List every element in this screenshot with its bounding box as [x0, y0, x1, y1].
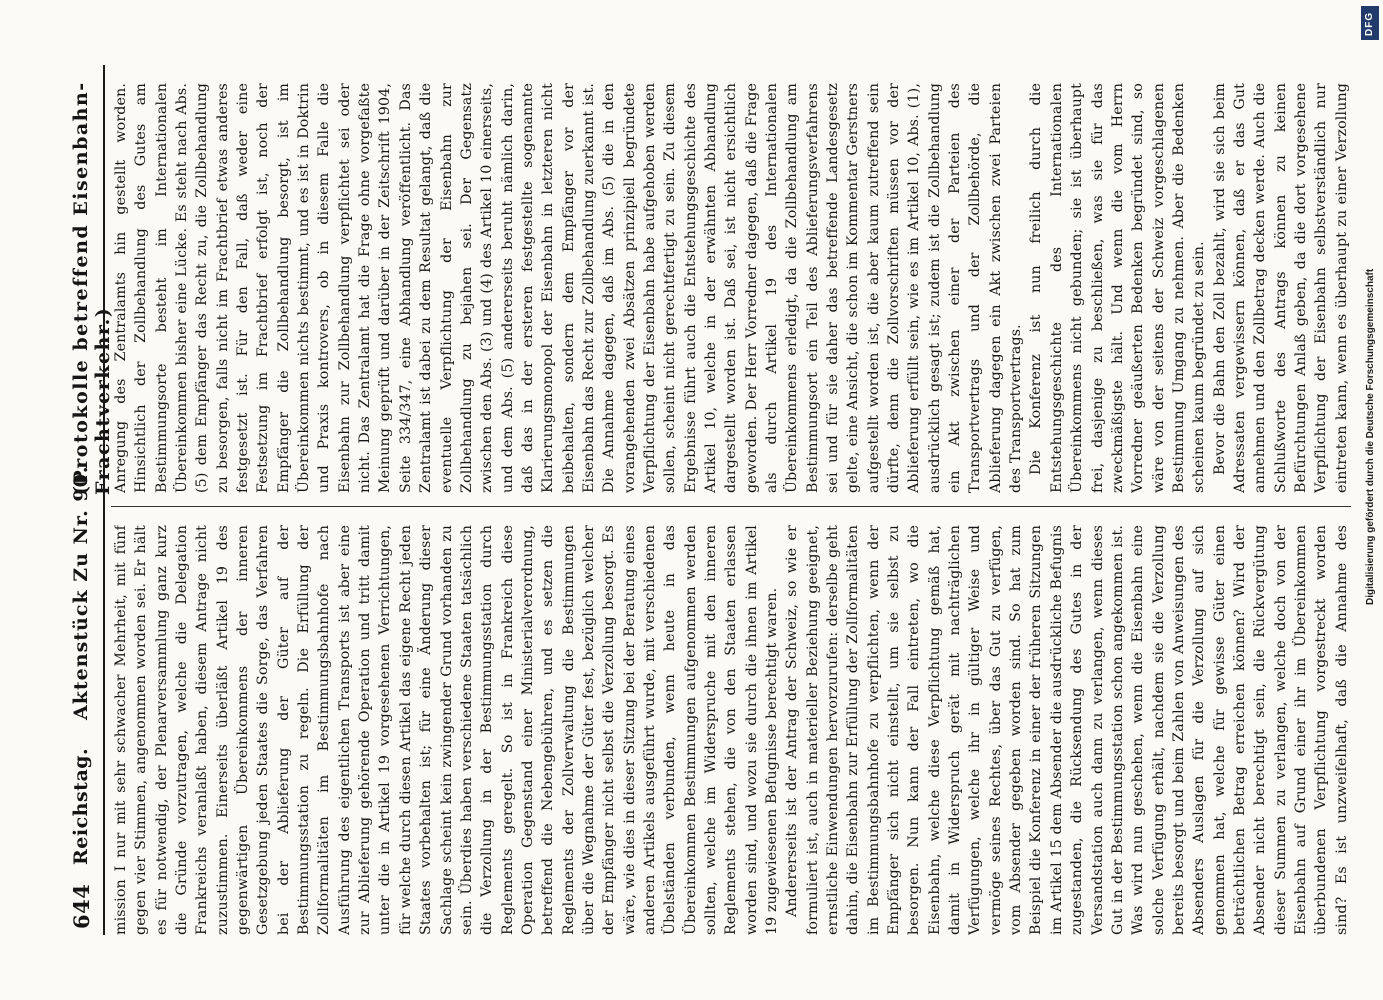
dfg-logo [1361, 6, 1379, 40]
page-number: 644 [69, 883, 94, 929]
digitisation-credit [1362, 0, 1380, 990]
left-column [111, 525, 1351, 935]
printed-page [65, 65, 1355, 935]
left-paragraph-1: mission I nur mit sehr schwacher Mehrheit, mit fünf gegen vier Stimmen, angenommen worden sei. Er hält es für notwendig, der Plenarversammlung ganz kurz die Gründe vorzutragen, welche die Delegation Frankreichs veranlaßt haben, diesem Antrage nicht zuzustimmen. Einerseits überläßt Artikel 19 des gegenwärtigen Übereinkommens der inneren Gesetzgebung jeden Staates die Sorge, das Verfahren bei der Ablieferung der Güter auf der Bestimmungsstation zu regeln. Die Erfüllung der Zollformalitäten im Bestimmungsbahnhofe nach Ausführung des eigentlichen Transports ist aber eine zur Ablieferung gehörende Operation und tritt damit unter die in Artikel 19 vorgesehenen Verrichtungen, für welche durch diesen Artikel das eigene Recht jeden Staates vorbehalten ist; für eine Änderung dieser Sachlage scheint kein zwingender Grund vorhanden zu sein. Überdies haben verschiedene Staaten tatsächlich die Verzollung in der Bestimmungsstation durch Reglements geregelt. So ist in Frankreich diese Operation Gegenstand einer Ministerialverordnung, betreffend die Nebengebühren, und es setzen die Reglements der Zollverwaltung die Bestimmungen über die Wegnahme der Güter fest, bezüglich welcher der Empfänger nicht selbst die Verzollung besorgt. Es wäre, wie dies in dieser Sitzung bei der Beratung eines anderen Artikels ausgeführt wurde, mit verschiedenen Übelständen verbunden, wenn heute in das Übereinkommen Bestimmungen aufgenommen werden sollten, welche im Widerspruche mit den inneren Reglements stehen, die von den Staaten erlassen worden sind, und wozu sie durch die ihnen im Artikel 19 zugewiesenen Befugnisse berechtigt waren. [113, 525, 780, 935]
right-paragraph-2: Die Konferenz ist nun freilich durch die Entstehungsgeschichte des Internationalen Übereinkommens nicht gebunden; sie ist überhaupt frei, dasjenige zu beschließen, was sie für das zweckmäßigste hält. Und wenn die vom Herrn Vorredner geäußerten Bedenken begründet sind, so wäre von der seitens der Schweiz vorgeschlagenen Bestimmung Umgang zu nehmen. Aber die Bedenken scheinen kaum begründet zu sein. [1028, 83, 1208, 493]
right-paragraph-1: Anregung des Zentralamts hin gestellt worden. Hinsichtlich der Zollbehandlung des Gutes am Bestimmungsorte besteht im Internationalen Übereinkommen bisher eine Lücke. Es steht nach Abs. (5) dem Empfänger das Recht zu, die Zollbehandlung zu besorgen, falls nicht im Frachtbrief etwas anderes festgesetzt ist. Für den Fall, daß weder eine Festsetzung im Frachtbrief erfolgt ist, noch der Empfänger die Zollbehandlung besorgt, ist im Übereinkommen nichts bestimmt, und es ist in Doktrin und Praxis kontrovers, ob in diesem Falle die Eisenbahn zur Zollbehandlung verpflichtet sei oder nicht. Das Zentralamt hat die Frage ohne vorgefaßte Meinung geprüft und darüber in der Zeitschrift 1904, Seite 334/347, eine Abhandlung veröffentlicht. Das Zentralamt ist dabei zu dem Resultat gelangt, daß die eventuelle Verpflichtung der Eisenbahn zur Zollbehandlung zu bejahen sei. Der Gegensatz zwischen den Abs. (3) und (4) des Artikel 10 einerseits, und dem Abs. (5) andererseits beruht nämlich darin, daß das in der ersteren festgestellte sogenannte Klarierungsmonopol der Eisenbahn in letzteren nicht beibehalten, sondern dem Empfänger vor der Eisenbahn das Recht zur Zollbehandlung zuerkannt ist. Die Annahme dagegen, daß im Abs. (5) die in den vorangehenden zwei Absätzen prinzipiell begründete Verpflichtung der Eisenbahn habe aufgehoben werden sollen, scheint nicht gerechtfertigt zu sein. Zu diesem Ergebnisse führt auch die Entstehungsgeschichte des Artikel 10, welche in der erwähnten Abhandlung dargestellt worden ist. Daß sei, ist nicht ersichtlich geworden. Der Herr Vorredner dagegen, daß die Frage als durch Artikel 19 des Internationalen Übereinkommens erledigt, da die Zollbehandlung am Bestimmungsort ein Teil des Ablieferungsverfahrens sei und für sie daher das betreffende Landesgesetz gelte, eine Ansicht, die schon im Kommentar Gerstners aufgestellt worden ist, die aber kaum zutreffend sein dürfte, denn die Zollvorschriften müssen vor der Ablieferung erfüllt sein, wie es im Artikel 10, Abs. (1), ausdrücklich gesagt ist; zudem ist die Zollbehandlung ein Akt zwischen einer der Parteien des Transportvertrags und der Zollbehörde, die Ablieferung dagegen ein Akt zwischen zwei Parteien des Transportvertrags. [113, 83, 1025, 493]
running-head [65, 65, 114, 935]
header-rule [103, 65, 105, 935]
right-paragraph-3: Bevor die Bahn den Zoll bezahlt, wird sie sich beim Adressaten vergewissern können, daß er das Gut annehmen und den Zollbetrag decken werde. Auch die Schlußworte des Antrags können zu keinen Befürchtungen Anlaß geben, da die dort vorgesehene Verpflichtung der Eisenbahn selbstverständlich nur eintreten kann, wenn es überhaupt zu einer Verzollung [1211, 83, 1350, 493]
head-reichstag: Reichstag. [70, 747, 92, 865]
right-column [111, 83, 1351, 493]
dfg-logo-text: DFG [1364, 11, 1375, 36]
credit-text: Digitalisierung gefördert durch die Deutsche Forschungsgemeinschaft [1365, 268, 1376, 605]
column-divider [111, 506, 1351, 507]
head-protokolle: (Protokolle betreffend Eisenbahn-Frachtverkehr.) [70, 81, 114, 495]
head-aktenstueck: Aktenstück Zu Nr. 90. [70, 465, 92, 720]
left-paragraph-2: Andererseits ist der Antrag der Schweiz, so wie er formuliert ist, auch in materieller Beziehung geeignet, ernstliche Einwendungen hervorzurufen: derselbe geht dahin, die Eisenbahn zur Erfüllung der Zollformalitäten im Bestimmungsbahnhofe zu verpflichten, wenn der Empfänger sich nicht einstellt, um sie selbst zu besorgen. Nun kann der Fall eintreten, wo die Eisenbahn, welche diese Verpflichtung gemäß hat, damit in Widerspruch gerät mit nachträglichen Verfügungen, welche ihr in gültiger Weise und vermöge seines Rechtes, über das Gut zu verfügen, vom Absender gegeben worden sind. So hat zum Beispiel die Konferenz in einer der früheren Sitzungen im Artikel 15 dem Absender die ausdrückliche Befugnis zugestanden, die Rücksendung des Gutes in der Versandstation auch dann zu verlangen, wenn dieses Gut in der Bestimmungsstation schon angekommen ist. Was wird nun geschehen, wenn die Eisenbahn eine solche Verfügung erhält, nachdem sie die Verzollung bereits besorgt und beim Zahlen von Anweisungen des Absenders Auslagen für die Verzollung auf sich genommen hat, welche für gewisse Güter einen beträchtlichen Betrag erreichen können? Wird der Absender nicht berechtigt sein, die Rückvergütung dieser Summen zu verlangen, welche doch von der Eisenbahn auf Grund einer ihr im Übereinkommen überbundenen Verpflichtung vorgestreckt worden sind? Es ist unzweifelhaft, daß die Annahme des [784, 525, 1350, 935]
